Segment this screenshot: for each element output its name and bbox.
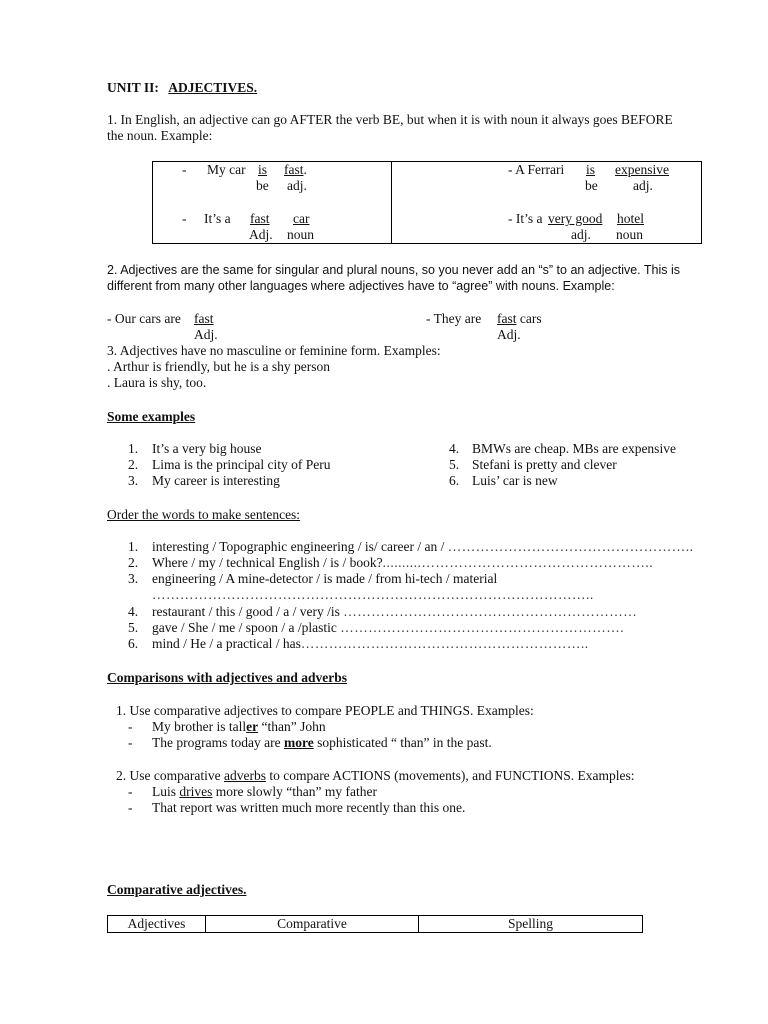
- order-text-1: interesting / Topographic engineering / is/ career / an /: [152, 539, 448, 554]
- order-num-4: 4.: [128, 604, 139, 619]
- box-right-r1-l3: adj.: [633, 178, 653, 193]
- example-text-6: Luis’ car is new: [472, 473, 558, 488]
- box-right-r1-w2: is: [586, 162, 596, 177]
- box-right-r1-l2: be: [585, 178, 598, 193]
- point2-ex2-prefix: - They are: [426, 311, 482, 326]
- box-right-r1-w3: expensive: [615, 162, 669, 177]
- order-item-1: [152, 539, 693, 555]
- comparisons-p1-dash2: -: [128, 735, 133, 750]
- box-divider: [391, 162, 392, 243]
- some-examples-heading: Some examples: [107, 409, 196, 424]
- example-text-2: Lima is the principal city of Peru: [152, 457, 331, 472]
- p1-ex2-b: more: [283, 735, 314, 750]
- p2-ex1-c: more slowly “than” my father: [212, 784, 377, 799]
- point3-line2: . Arthur is friendly, but he is a shy person: [107, 359, 330, 374]
- example-num-5: 5.: [449, 457, 460, 472]
- order-answer-line-1[interactable]: ……………………………………………..: [447, 539, 694, 554]
- box-right-r2-w2: very good: [548, 211, 603, 226]
- box-right-r2-w3: hotel: [617, 211, 644, 226]
- point2-ex2-suffix: cars: [516, 311, 542, 326]
- box-right-r2-l3: noun: [616, 227, 643, 242]
- p1-ex1-a: My brother is tall: [152, 719, 247, 734]
- box-left-r1-dot: .: [303, 162, 307, 177]
- point3-line1: 3. Adjectives have no masculine or feminine form. Examples:: [107, 343, 441, 358]
- order-item-3: [152, 571, 497, 587]
- p2-ex1-a: Luis: [152, 784, 180, 799]
- box-right-r2-l2: adj.: [571, 227, 591, 242]
- box-left-r1-w1: My car: [207, 162, 246, 177]
- box-right-r1-w1: - A Ferrari: [508, 162, 565, 177]
- p1-ex1-c: “than” John: [258, 719, 326, 734]
- order-answer-line-4[interactable]: ………………………………………………………: [343, 604, 638, 619]
- box-left-r2-l3: noun: [287, 227, 314, 242]
- point2-ex1-prefix: - Our cars are: [107, 311, 181, 326]
- comparisons-p2-dash2: -: [128, 800, 133, 815]
- comparisons-p2-ex1: [152, 784, 377, 800]
- comparisons-p1-ex2: [152, 735, 492, 751]
- order-num-6: 6.: [128, 636, 139, 651]
- box-right-r2-w1: - It’s a: [508, 211, 543, 226]
- point2-ex2-label: Adj.: [497, 327, 521, 342]
- box-left-r2-w2: fast: [250, 211, 270, 226]
- order-item-4: [152, 604, 637, 620]
- table-header-row: [108, 916, 643, 933]
- col-spelling: Spelling: [419, 916, 643, 933]
- box-left-r2-l2: Adj.: [249, 227, 273, 242]
- point2-line1: 2. Adjectives are the same for singular and plural nouns, so you never add an “s” to an adjective. This is: [107, 263, 681, 277]
- order-answer-line-6[interactable]: ……………………………………………………..: [300, 636, 589, 651]
- point2-ex2-word: fast: [497, 311, 517, 326]
- order-text-5: gave / She / me / spoon / a /plastic: [152, 620, 341, 635]
- example-text-1: It’s a very big house: [152, 441, 262, 456]
- example-text-3: My career is interesting: [152, 473, 280, 488]
- order-item-5: [152, 620, 624, 636]
- example-num-1: 1.: [128, 441, 139, 456]
- point1-line1: 1. In English, an adjective can go AFTER the verb BE, but when it is with noun it always goes BEFORE: [107, 112, 673, 127]
- order-num-3: 3.: [128, 571, 139, 586]
- unit-title: [107, 80, 257, 96]
- box-left-r2-w1: It’s a: [204, 211, 231, 226]
- example-num-3: 3.: [128, 473, 139, 488]
- point2-ex2: [497, 311, 542, 327]
- comparisons-p1-dash1: -: [128, 719, 133, 734]
- box-left-r1-w2: is: [258, 162, 268, 177]
- comparative-adjectives-heading: Comparative adjectives.: [107, 882, 247, 897]
- comparisons-p2: [116, 768, 635, 784]
- p1-ex1-b: er: [246, 719, 259, 734]
- example-num-4: 4.: [449, 441, 460, 456]
- example-text-4: BMWs are cheap. MBs are expensive: [472, 441, 676, 456]
- order-item-6: [152, 636, 589, 652]
- order-answer-line-2[interactable]: ..........…………………………………………..: [382, 555, 654, 570]
- example-num-2: 2.: [128, 457, 139, 472]
- comparative-adjectives-table: [107, 915, 643, 933]
- order-num-2: 2.: [128, 555, 139, 570]
- col-comparative: Comparative: [206, 916, 419, 933]
- p2-ex1-b: drives: [179, 784, 213, 799]
- point3-line3: . Laura is shy, too.: [107, 375, 207, 390]
- point1-line2: the noun. Example:: [107, 128, 213, 143]
- order-text-2: Where / my / technical English / is / book?: [152, 555, 383, 570]
- point2-line2: different from many other languages where adjectives have to “agree” with nouns. Example:: [107, 279, 615, 293]
- comparisons-heading: Comparisons with adjectives and adverbs: [107, 670, 348, 685]
- p2-a: 2. Use comparative: [116, 768, 224, 783]
- p1-ex2-c: sophisticated “ than” in the past.: [313, 735, 492, 750]
- box-dash-2: -: [182, 211, 187, 226]
- order-item-2: [152, 555, 653, 571]
- order-text-6: mind / He / a practical / has: [152, 636, 301, 651]
- example-text-5: Stefani is pretty and clever: [472, 457, 617, 472]
- order-answer-line-3[interactable]: …………………………………………………………………………………..: [152, 587, 594, 602]
- comparisons-p2-ex2: That report was written much more recently than this one.: [152, 800, 466, 815]
- comparisons-p1: 1. Use comparative adjectives to compare PEOPLE and THINGS. Examples:: [116, 703, 534, 718]
- comparisons-p1-ex1: [152, 719, 326, 735]
- box-left-r1-w3-wrap: [284, 162, 307, 178]
- order-num-1: 1.: [128, 539, 139, 554]
- unit-label: UNIT II:: [107, 80, 159, 95]
- order-num-5: 5.: [128, 620, 139, 635]
- box-dash-1: -: [182, 162, 187, 177]
- box-left-r2-w3: car: [293, 211, 310, 226]
- box-left-r1-l3: adj.: [287, 178, 307, 193]
- unit-heading: ADJECTIVES.: [168, 80, 258, 95]
- point2-ex1-label: Adj.: [194, 327, 218, 342]
- box-left-r1-w3: fast: [284, 162, 304, 177]
- order-text-4: restaurant / this / good / a / very /is: [152, 604, 344, 619]
- example-num-6: 6.: [449, 473, 460, 488]
- col-adjectives: Adjectives: [108, 916, 206, 933]
- order-text-3: engineering / A mine-detector / is made / from hi-tech / material: [152, 571, 498, 586]
- order-words-heading: Order the words to make sentences:: [107, 507, 301, 522]
- comparisons-p2-dash1: -: [128, 784, 133, 799]
- p2-c: to compare ACTIONS (movements), and FUNCTIONS. Examples:: [265, 768, 635, 783]
- p1-ex2-a: The programs today are: [152, 735, 284, 750]
- box-left-r1-l2: be: [256, 178, 269, 193]
- order-answer-line-5[interactable]: …………………………………………………….: [340, 620, 625, 635]
- point2-ex1-word: fast: [194, 311, 214, 326]
- p2-b: adverbs: [223, 768, 266, 783]
